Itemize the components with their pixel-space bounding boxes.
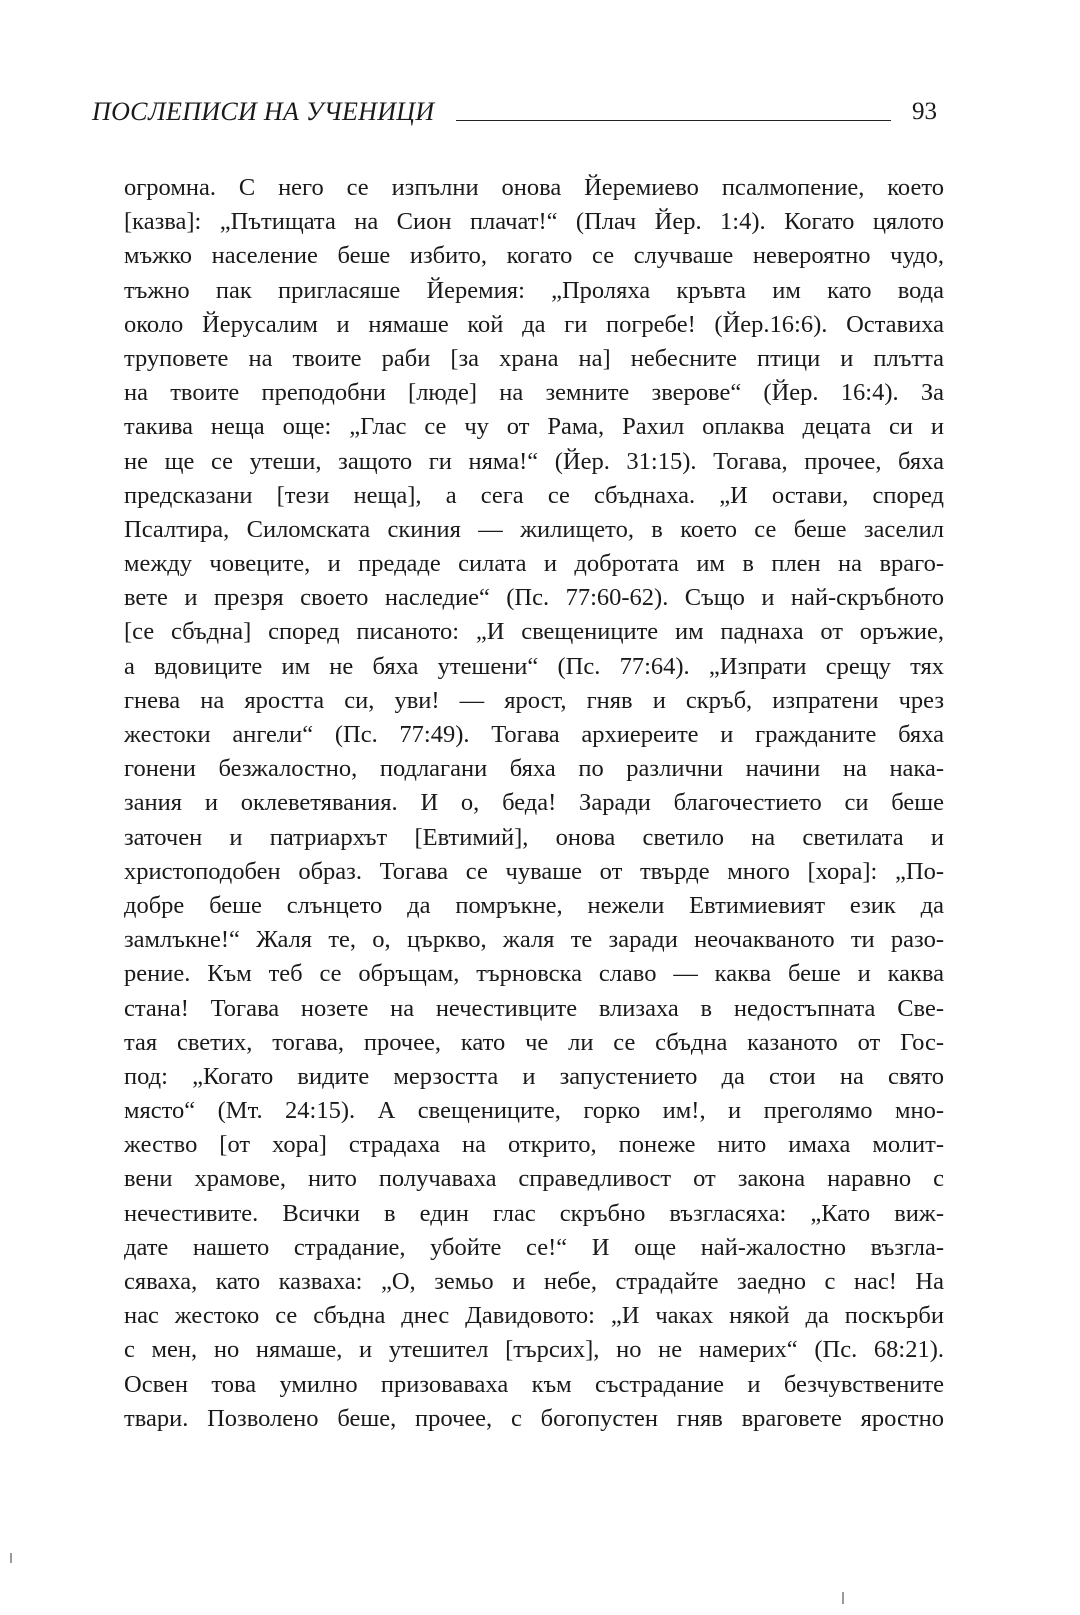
- running-header-title: ПОСЛЕПИСИ НА УЧЕНИЦИ: [92, 97, 435, 126]
- text-line: рение. Към теб се обръщам, търновска славо — каква беше и каква: [124, 960, 944, 988]
- text-line: заточен и патриархът [Евтимий], онова светило на светилата и: [124, 823, 944, 851]
- text-line: зания и оклеветявания. И о, беда! Заради благочестието си беше: [124, 789, 944, 817]
- text-line: под: „Когато видите мерзостта и запустението да стои на свято: [124, 1062, 944, 1090]
- text-line: огромна. С него се изпълни онова Йеремиево псалмопение, което: [124, 174, 944, 201]
- text-line: мъжко население беше избито, когато се случваше невероятно чудо,: [124, 242, 944, 270]
- text-line: Освен това умилно призоваваха към състрадание и безчувствените: [124, 1370, 944, 1398]
- text-line: стана! Тогава нозете на нечестивците влизаха в недостъпната Све-: [124, 994, 944, 1022]
- scan-margin-mark: [10, 1553, 12, 1563]
- text-line: [казва]: „Пътищата на Сион плачат!“ (Плач Йер. 1:4). Когато цялото: [124, 208, 944, 236]
- text-line: [се сбъдна] според писаното: „И свещениците им паднаха от оръжие,: [124, 618, 944, 646]
- text-line: място“ (Мт. 24:15). А свещениците, горко им!, и преголямо мно-: [124, 1097, 944, 1125]
- text-line: добре беше слънцето да помръкне, нежели Евтимиевият език да: [124, 891, 944, 919]
- text-line: нас жестоко се сбъдна днес Давидовото: „И чаках някой да поскърби: [124, 1302, 944, 1330]
- text-line: Псалтира, Силомската скиния — жилището, в което се беше заселил: [124, 515, 944, 543]
- header-rule: [456, 120, 891, 121]
- text-line: предсказани [тези неща], а сега се сбъднаха. „И остави, според: [124, 481, 944, 509]
- text-line: вете и презря своето наследие“ (Пс. 77:60-62). Също и най-скръбното: [124, 584, 944, 612]
- text-line: твари. Позволено беше, прочее, с богопустен гняв враговете яростно: [124, 1404, 944, 1432]
- text-line: труповете на твоите раби [за храна на] небесните птици и плътта: [124, 344, 944, 372]
- text-line: гонени безжалостно, подлагани бяха по различни начини на нака-: [124, 755, 944, 783]
- text-line: между човеците, и предаде силата и добротата им в плен на враго-: [124, 550, 944, 578]
- text-line: а вдовиците им не бяха утешени“ (Пс. 77:64). „Изпрати срещу тях: [124, 652, 944, 680]
- text-line: на твоите преподобни [люде] на земните зверове“ (Йер. 16:4). За: [124, 379, 944, 407]
- running-header: [92, 95, 937, 135]
- text-line: такива неща още: „Глас се чу от Рама, Рахил оплаква децата си и: [124, 413, 944, 441]
- text-line: христоподобен образ. Тогава се чуваше от твърде много [хора]: „По-: [124, 857, 944, 885]
- text-line: не ще се утеши, защото ги няма!“ (Йер. 31:15). Тогава, прочее, бяха: [124, 447, 944, 475]
- text-line: тъжно пак пригласяше Йеремия: „Проляха кръвта им като вода: [124, 276, 944, 304]
- scan-margin-mark: [842, 1592, 844, 1604]
- text-line: гнева на яростта си, уви! — ярост, гняв и скръб, изпратени чрез: [124, 686, 944, 714]
- text-line: жестоки ангели“ (Пс. 77:49). Тогава архиереите и гражданите бяха: [124, 721, 944, 748]
- text-line: вени храмове, нито получаваха справедливост от закона наравно с: [124, 1165, 944, 1193]
- text-line: дате нашето страдание, убойте се!“ И още най-жалостно възгла-: [124, 1233, 944, 1261]
- text-line: жество [от хора] страдаха на открито, понеже нито имаха молит-: [124, 1131, 944, 1159]
- text-line: с мен, но нямаше, и утешител [търсих], но не намерих“ (Пс. 68:21).: [124, 1336, 944, 1364]
- text-line: около Йерусалим и нямаше кой да ги погребе! (Йер.16:6). Оставиха: [124, 310, 944, 338]
- body-text: [124, 171, 944, 1436]
- text-line: тая светих, тогава, прочее, като че ли се сбъдна казаното от Гос-: [124, 1028, 944, 1056]
- page-number: 93: [912, 98, 937, 125]
- text-line: замлъкне!“ Жаля те, о, църкво, жаля те заради неочакваното ти разо-: [124, 926, 944, 954]
- text-line: сяваха, като казваха: „О, земьо и небе, страдайте заедно с нас! На: [124, 1268, 944, 1295]
- text-line: нечестивите. Всички в един глас скръбно възгласяха: „Като виж-: [124, 1199, 944, 1227]
